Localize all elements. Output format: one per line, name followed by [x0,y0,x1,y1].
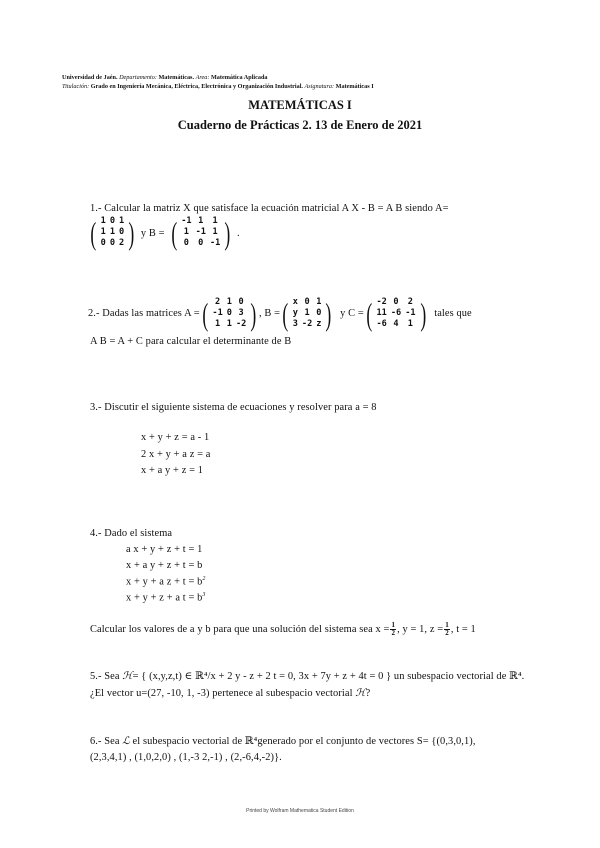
matrix-b-p1-cell: -1 [181,216,192,226]
matrix-a-p1: ( 1 0 1 1 1 0 0 0 2 ) [90,214,135,251]
problem-1-text: 1.- Calcular la matriz X que satisface la ecuación matricial A X - B = A B siendo A= [90,203,449,214]
header-line-2 [62,82,374,91]
matrix-b-p1: ( -1 1 1 1 -1 1 0 0 -1 ) [170,214,231,251]
matrix-a-p2-cell: 1 [226,319,232,329]
subspace-l-symbol: ℒ [122,735,130,747]
page-subtitle: Cuaderno de Prácticas 2. 13 de Enero de 2021 [177,118,423,132]
problem-1-y-b: y B = [140,228,165,240]
problem-4-eq-1: a x + y + z + t = 1 [126,544,203,555]
matrix-b-p1-cell: -1 [209,238,221,248]
department: Matemáticas. [158,74,195,81]
matrix-c-p2-cell: 1 [407,319,413,329]
matrix-a-p2-cell: -1 [212,308,223,318]
matrix-b-p2-cell: 0 [304,297,310,307]
problem-2-b-eq: , B = [258,308,281,319]
matrix-a-p1-cell: 1 [100,227,106,237]
matrix-c-p2-cell: -6 [390,308,402,318]
matrix-b-p2-cell: 1 [316,297,322,307]
problem-5-sea: 5.- Sea [90,671,120,682]
fraction-1 [390,622,396,637]
matrix-b-p2-cell: 0 [316,308,322,318]
degree-label: Titulación: [62,83,90,90]
problem-3-eq-1: x + y + z = a - 1 [141,432,210,443]
problem-3-eq-2: 2 x + y + a z = a [141,449,211,460]
matrix-b-p2-cell: 1 [304,308,310,318]
matrix-b-p2: ( x 0 1 y 1 0 3 -2 z ) [282,295,332,332]
subspace-h-symbol-2: ℋ [355,687,366,699]
matrix-c-p2-cell: 4 [393,319,399,329]
matrix-a-p2: ( 2 1 0 -1 0 3 1 1 -2 ) [202,295,257,332]
matrix-a-p1-cell: 1 [100,216,106,226]
problem-4-eq-4-text: x + y + z + a t = b [126,592,203,604]
matrix-c-p2-cell: -1 [405,308,416,318]
problem-4-eq-4-exp: 3 [202,592,206,598]
problem-1-end: . [236,228,240,240]
footer-note: Printed by Wolfram Mathematica Student Edition [246,808,354,814]
matrix-c-p2-cell: 2 [407,297,413,307]
problem-5-qmark: ? [365,688,371,699]
matrix-a-p2-cell: 1 [226,297,232,307]
matrix-a-p2-cell: -2 [235,319,247,329]
problem-4-eq-2: x + a y + z + t = b [126,560,203,571]
matrix-b-p1-cell: 1 [183,227,189,237]
problem-1-matrices [88,216,240,249]
matrix-c-p2-cell: -6 [376,319,387,329]
problem-5-def: = { (x,y,z,t) ∈ ℝ⁴/x + 2 y - z + 2 t = 0, 3x + 7y + z + 4t = 0 } un subespacio vectorial de ℝ⁴. [132,671,525,682]
problem-6-line-2: (2,3,4,1) , (1,0,2,0) , (1,-3 2,-1) , (2,-6,4,-2)}. [90,752,282,763]
problem-4-calc-c: , t = 1 [450,624,476,635]
page-title: MATEMÁTICAS I [248,98,352,112]
matrix-c-p2-cell: 0 [393,297,399,307]
matrix-a-p2-cell: 3 [238,308,244,318]
matrix-a-p2-cell: 2 [215,297,221,307]
area: Matemática Aplicada [210,74,268,81]
matrix-c-p2-cell: 11 [376,308,387,318]
matrix-a-p2-cell: 1 [215,319,221,329]
subject-label: Asignatura: [304,83,335,90]
problem-3-text: 3.- Discutir el siguiente sistema de ecuaciones y resolver para a = 8 [90,402,377,413]
problem-2-c-eq: y C = [340,308,364,319]
matrix-a-p1-cell: 0 [100,238,106,248]
problem-5-question: ¿El vector u=(27, -10, 1, -3) pertenece al subespacio vectorial [90,688,353,699]
fraction-2 [444,622,450,637]
area-label: Area: [195,74,210,81]
problem-4-text: 4.- Dado el sistema [90,528,173,539]
problem-2-line-1 [88,297,472,330]
department-label: Departamento: [119,74,157,81]
matrix-a-p2-cell: 0 [226,308,232,318]
problem-2-line-2: A B = A + C para calcular el determinante de B [90,336,292,347]
matrix-a-p1-cell: 0 [109,216,116,226]
header-line-1 [62,73,268,82]
matrix-b-p2-cell: -2 [301,319,313,329]
matrix-b-p2-cell: x [292,297,298,307]
problem-4-eq-3 [126,576,206,587]
matrix-b-p1-cell: 1 [198,216,204,226]
subspace-h-symbol: ℋ [122,670,133,682]
problem-2-tail: tales que [434,308,472,319]
problem-3-eq-3: x + a y + z = 1 [141,465,204,476]
problem-4-eq-3-exp: 2 [202,576,206,582]
problem-4-calc-a: Calcular los valores de a y b para que una solución del sistema sea x = [90,624,390,635]
matrix-b-p1-cell: 0 [183,238,189,248]
subject: Matemáticas I [335,83,374,90]
university: Universidad de Jaén. [62,74,118,81]
problem-4-eq-3-text: x + y + a z + t = b [126,576,203,588]
matrix-a-p1-cell: 2 [119,238,125,248]
problem-6-def: el subespacio vectorial de ℝ⁴generado por el conjunto de vectores S= {(0,3,0,1), [129,736,476,747]
matrix-b-p2-cell: 3 [292,319,298,329]
problem-5-line-2 [90,687,370,699]
matrix-a-p1-cell: 1 [109,227,116,237]
problem-4-eq-4 [126,592,206,603]
problem-2-text: 2.- Dadas las matrices A = [88,308,200,319]
matrix-c-p2-cell: -2 [376,297,387,307]
problem-4-calc [90,622,476,637]
fraction-1-den: 2 [391,629,396,637]
fraction-2-num: 1 [445,621,449,629]
matrix-b-p1-cell: 1 [212,216,218,226]
matrix-c-p2: ( -2 0 2 11 -6 -1 -6 4 1 ) [366,295,426,332]
problem-4-calc-b: , y = 1, z = [397,624,444,635]
matrix-a-p1-cell: 0 [119,227,125,237]
matrix-b-p2-cell: z [316,319,322,329]
matrix-a-p2-cell: 0 [238,297,244,307]
problem-6-line-1 [90,735,476,747]
fraction-2-den: 2 [445,629,449,637]
degree: Grado en Ingeniería Mecánica, Eléctrica, Electrónica y Organización Industrial. [90,83,303,90]
matrix-a-p1-cell: 1 [119,216,125,226]
matrix-b-p2-cell: y [292,308,298,318]
problem-6-sea: 6.- Sea [90,736,120,747]
matrix-b-p1-cell: 1 [212,227,218,237]
matrix-b-p1-cell: -1 [195,227,206,237]
matrix-a-p1-cell: 0 [109,238,116,248]
matrix-b-p1-cell: 0 [198,238,204,248]
problem-5-line-1 [90,670,524,682]
fraction-1-num: 1 [391,621,396,629]
